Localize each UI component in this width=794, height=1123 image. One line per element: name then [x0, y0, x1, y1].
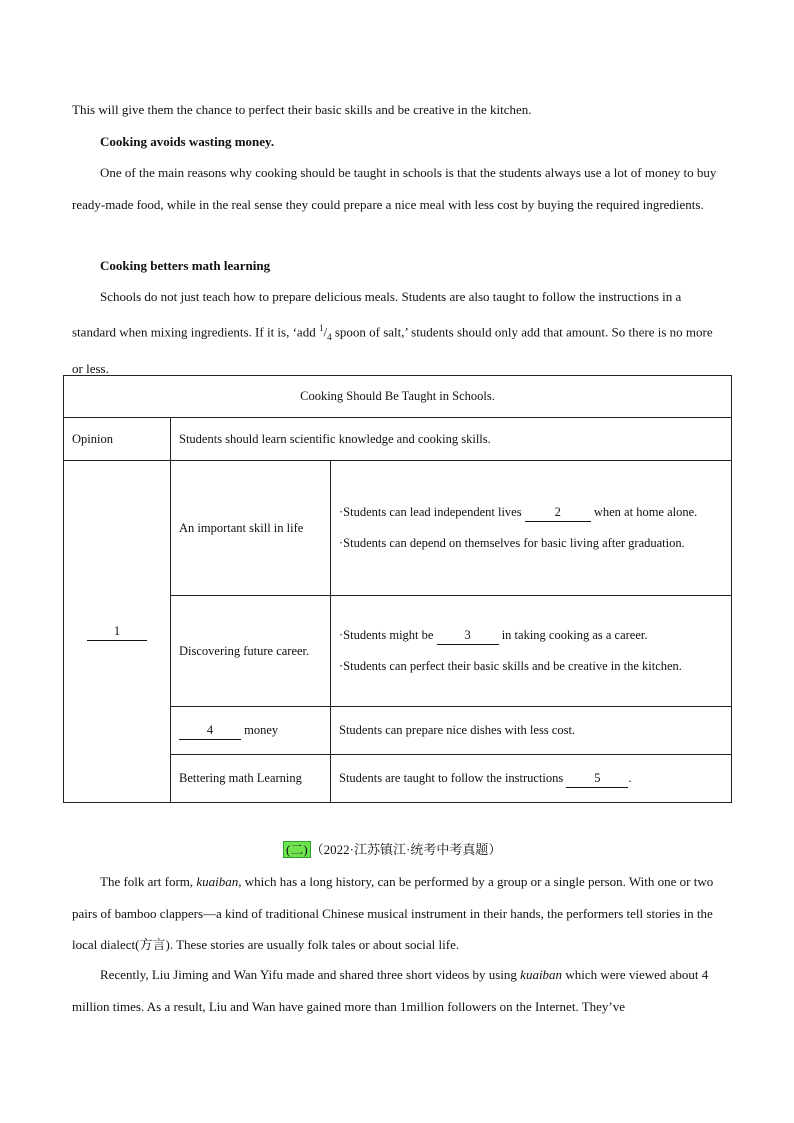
paragraph-line: This will give them the chance to perfect their basic skills and be creative in the kitchen. [72, 102, 532, 117]
paragraph-money: One of the main reasons why cooking should be taught in schools is that the students always use a lot of money to buy ready-made food, while in the real sense they could prepare a nice meal with less cost by buying the required ingredients. [72, 165, 717, 212]
detail-line: ·Students can depend on themselves for basic living after graduation. [339, 536, 685, 550]
info-table [63, 375, 732, 803]
section-heading-money: Cooking avoids wasting money. [100, 134, 275, 149]
detail-text: ·Students might be [339, 628, 437, 642]
detail-text: Students are taught to follow the instructions [339, 771, 567, 785]
row-detail: Students can prepare nice dishes with less cost. [331, 707, 732, 755]
paragraph-math-text-a: Schools do not just teach how to prepare delicious meals. Students are also taught to follow the instructions in a standard when mixing ingredients. If it is, ‘add [72, 289, 682, 339]
row-label: An important skill in life [171, 461, 331, 596]
fraction-slash: / [323, 323, 328, 339]
passage2-paragraph-1 [72, 866, 722, 961]
passage-italic: kuaiban [520, 967, 563, 982]
row-label: Bettering math Learning [171, 755, 331, 803]
row-label: Discovering future career. [171, 596, 331, 707]
passage2-paragraph-2 [72, 959, 722, 1022]
opinion-text: Students should learn scientific knowledge and cooking skills. [171, 418, 732, 461]
table-title: Cooking Should Be Taught in Schools. [64, 376, 732, 418]
row-label-text: money [241, 723, 279, 737]
detail-line [339, 497, 723, 528]
row-detail [331, 461, 732, 596]
detail-text: ·Students can lead independent lives [339, 505, 525, 519]
opinion-label: Opinion [64, 418, 171, 461]
blank-1[interactable]: 1 [87, 622, 147, 641]
row-label [171, 707, 331, 755]
blank-5[interactable]: 5 [566, 769, 628, 788]
blank-4[interactable]: 4 [179, 721, 241, 740]
section-source [283, 839, 501, 861]
detail-text: in taking cooking as a career. [498, 628, 648, 642]
blank-1-cell [64, 461, 171, 803]
fraction-numerator: 1 [318, 322, 324, 333]
section-heading-math: Cooking betters math learning [100, 258, 271, 273]
detail-line: ·Students can perfect their basic skills and be creative in the kitchen. [339, 659, 682, 673]
blank-2[interactable]: 2 [525, 503, 591, 522]
passage-text: which were viewed about 4 million times. As a result, Liu and Wan have gained more than 1million followers on the Internet. They’ve [72, 967, 709, 1014]
passage-text: , which has a long history, can be performed by a group or a single person. With one or two pairs of bamboo clappers—a kind of traditional Chinese musical instrument in their hands, the performers tell stories in the local dialect(方言). These stories are usually folk tales or about social life. [72, 874, 714, 952]
passage-italic: kuaiban [196, 874, 239, 889]
fraction-denominator: 4 [327, 331, 332, 342]
section-marker: (二) [283, 841, 311, 858]
blank-3[interactable]: 3 [437, 626, 499, 645]
passage-text: The folk art form, [100, 874, 197, 889]
row-detail [331, 596, 732, 707]
detail-text: . [628, 771, 632, 785]
paragraph-math [72, 281, 722, 384]
row-detail [331, 755, 732, 803]
detail-line [339, 620, 723, 651]
passage-text: Recently, Liu Jiming and Wan Yifu made and shared three short videos by using [100, 967, 521, 982]
detail-text: when at home alone. [590, 505, 698, 519]
paragraph-math-text-b: spoon of salt,’ students should only add that amount. So there is no more or less. [72, 323, 713, 376]
section-source-text: （2022·江苏镇江·统考中考真题） [310, 842, 502, 857]
